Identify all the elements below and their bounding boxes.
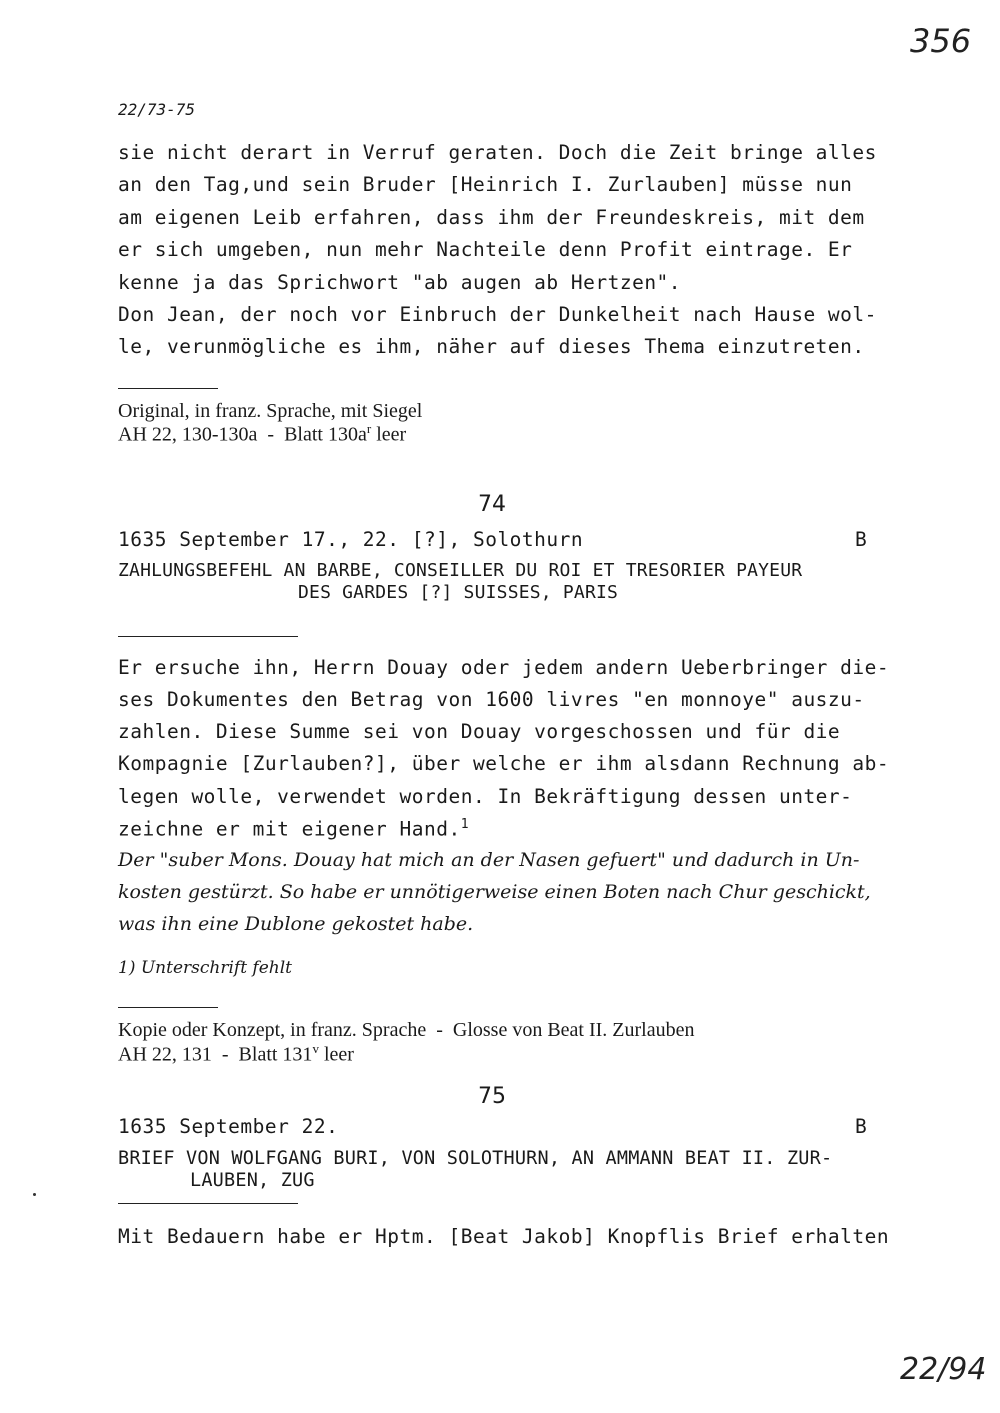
text-line: Don Jean, der noch vor Einbruch der Dunkelheit nach Hause wol- [118, 303, 877, 326]
doc74-source: Kopie oder Konzept, in franz. Sprache - Glosse von Beat II. Zurlauben [118, 1019, 695, 1041]
doc75-heading: BRIEF VON WOLFGANG BURI, VON SOLOTHURN, AN AMMANN BEAT II. ZUR- [118, 1148, 833, 1169]
footnote-mark: 1 [460, 817, 470, 832]
gloss-line: was ihn eine Dublone gekostet habe. [118, 913, 474, 935]
doc74-type-letter: B [855, 528, 868, 551]
text-line: Kompagnie [Zurlauben?], über welche er ihm alsdann Rechnung ab- [118, 752, 890, 775]
text-line: zeichne er mit eigener Hand.$^1$ [118, 817, 470, 841]
doc74-heading-cont: DES GARDES [?] SUISSES, PARIS [298, 582, 619, 603]
margin-dot [33, 1193, 36, 1196]
doc74-heading: ZAHLUNGSBEFEHL AN BARBE, CONSEILLER DU ROI ET TRESORIER PAYEUR [118, 560, 803, 581]
text-line: ses Dokumentes den Betrag von 1600 livres "en monnoye" auszu- [118, 688, 865, 711]
text-line: am eigenen Leib erfahren, dass ihm der Freundeskreis, mit dem [118, 206, 865, 229]
reference-number: 22/73-75 [118, 100, 196, 119]
gloss-line: Der "suber Mons. Douay hat mich an der Nasen gefuert" und dadurch in Un- [118, 849, 860, 871]
gloss-line: kosten gestürzt. So habe er unnötigerweise einen Boten nach Chur geschickt, [118, 881, 871, 903]
doc74-date-place: 1635 September 17., 22. [?], Solothurn [118, 528, 584, 551]
doc75-number: 75 [478, 1084, 506, 1109]
divider [118, 1203, 298, 1204]
text-line: zahlen. Diese Summe sei von Douay vorgeschossen und für die [118, 720, 841, 743]
page-number: 356 [910, 22, 972, 60]
doc74-number: 74 [478, 492, 506, 517]
divider [118, 636, 298, 637]
archive-number: 22/94 [900, 1352, 987, 1387]
text-line: sie nicht derart in Verruf geraten. Doch die Zeit bringe alles [118, 141, 877, 164]
divider [118, 1007, 218, 1008]
text-line: an den Tag,und sein Bruder [Heinrich I. Zurlauben] müsse nun [118, 173, 853, 196]
doc75-type-letter: B [855, 1115, 868, 1138]
doc74-footnote: 1) Unterschrift fehlt [118, 958, 293, 978]
doc75-date: 1635 September 22. [118, 1115, 339, 1138]
doc75-heading-cont: LAUBEN, ZUG [190, 1170, 315, 1191]
doc75-text-line: Mit Bedauern habe er Hptm. [Beat Jakob] Knopflis Brief erhalten [118, 1225, 890, 1248]
text-line: Er ersuche ihn, Herrn Douay oder jedem andern Ueberbringer die- [118, 656, 890, 679]
text-line: kenne ja das Sprichwort "ab augen ab Hertzen". [118, 271, 682, 294]
divider [118, 388, 218, 389]
text-line: le, verunmögliche es ihm, näher auf dieses Thema einzutreten. [118, 335, 865, 358]
doc73-archive-ref: AH 22, 130-130a - Blatt $130a^r$ leer [118, 421, 407, 446]
doc73-source: Original, in franz. Sprache, mit Siegel [118, 400, 423, 422]
text-line: legen wolle, verwendet worden. In Bekräftigung dessen unter- [118, 785, 853, 808]
text-line: er sich umgeben, nun mehr Nachteile denn Profit eintrage. Er [118, 238, 853, 261]
doc74-archive-ref: AH 22, 131 - Blatt 131$^v$ leer [118, 1041, 354, 1066]
